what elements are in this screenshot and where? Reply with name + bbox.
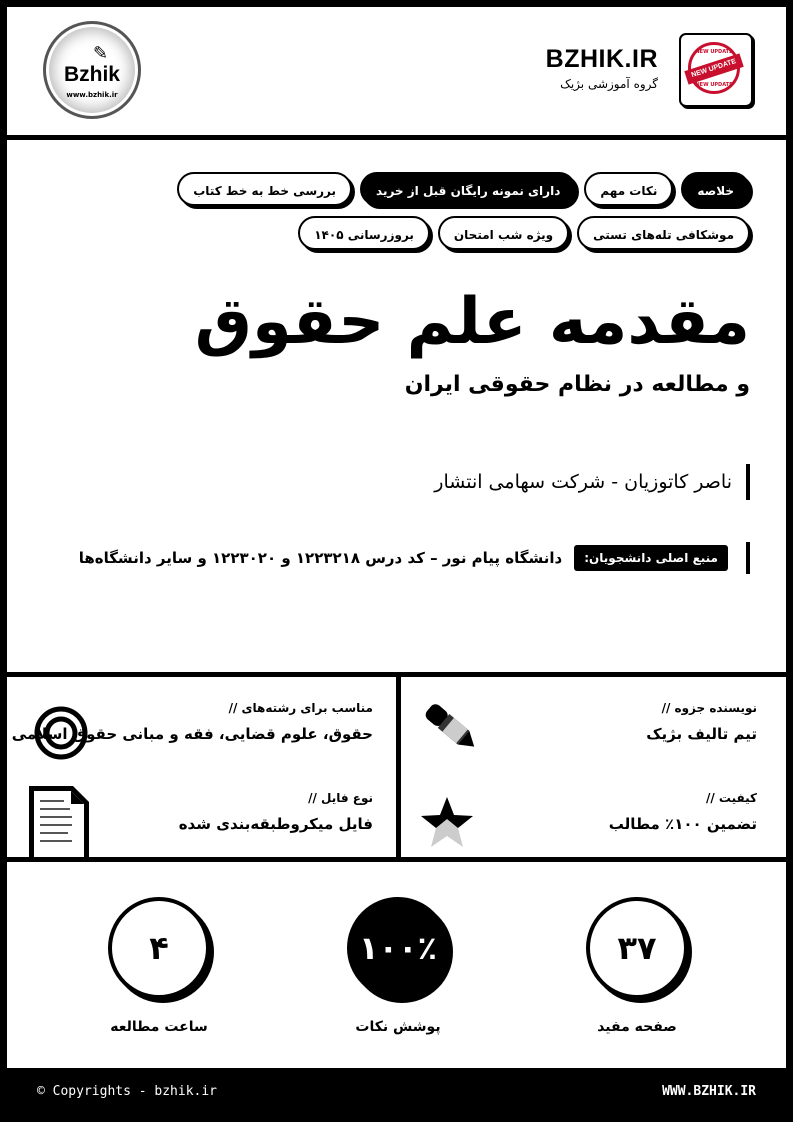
info-quality-value: تضمین ۱۰۰٪ مطالب (608, 815, 757, 833)
stamp-bottom-text: NEW UPDATE (695, 82, 733, 88)
main-section (7, 140, 786, 672)
info-cell-fields (11, 677, 373, 767)
feature-tags (150, 172, 750, 250)
info-quality-label: کیفیت // (705, 791, 757, 805)
book-author (434, 464, 750, 500)
info-author-value: تیم تالیف بژیک (646, 725, 757, 743)
info-cell-filetype (43, 767, 373, 857)
stamp-ribbon: NEW UPDATE (684, 53, 743, 84)
pen-icon: ✎ (93, 43, 109, 64)
stat-coverage-caption: پوشش نکات (355, 1019, 441, 1035)
brand-title: BZHIK.IR (545, 45, 658, 73)
info-author-label: نویسنده جزوه // (661, 701, 757, 715)
stat-hours (104, 897, 214, 1035)
tag-free-sample: دارای نمونه رایگان قبل از خرید (360, 172, 576, 206)
logo-text: Bzhik (63, 63, 120, 86)
footer-copyright: © Copyrights - bzhik.ir (37, 1084, 218, 1099)
logo-url: www.bzhik.ir (66, 91, 118, 99)
tag-line-by-line: بررسی خط به خط کتاب (177, 172, 352, 206)
subtitle: و مطالعه در نظام حقوقی ایران (404, 372, 750, 397)
info-fields-label: مناسب برای رشته‌های // (228, 701, 373, 715)
new-update-stamp-icon (688, 42, 740, 94)
info-cell-author (417, 677, 757, 767)
book-author-text: ناصر کاتوزیان - شرکت سهامی انتشار (434, 471, 732, 493)
stat-coverage-value: ۱۰۰٪ (347, 897, 449, 999)
stat-pages (582, 897, 692, 1035)
footer (7, 1068, 786, 1115)
source-label: منبع اصلی دانشجویان: (574, 545, 728, 571)
stat-pages-value: ۳۷ (586, 897, 688, 999)
tag-exam-night: ویژه شب امتحان (438, 216, 569, 250)
source-text: دانشگاه پیام نور – کد درس ۱۲۲۳۲۱۸ و ۱۲۲۳۰۲۰ و سایر دانشگاه‌ها (78, 549, 563, 567)
stat-hours-value: ۴ (108, 897, 210, 999)
brand-subtitle: گروه آموزشی بژیک (560, 77, 658, 91)
stat-pages-caption: صفحه مفید (597, 1019, 677, 1035)
tag-test-traps: موشکافی تله‌های تستی (577, 216, 750, 250)
source-line (79, 542, 750, 574)
footer-site-link[interactable]: WWW.BZHIK.IR (662, 1084, 756, 1099)
tag-summary: خلاصه (681, 172, 750, 206)
document-icon (25, 782, 93, 857)
info-grid (7, 672, 786, 862)
info-cell-quality (417, 767, 757, 857)
stat-hours-caption: ساعت مطالعه (110, 1019, 208, 1035)
bzhik-logo (43, 21, 141, 119)
info-fields-value: حقوق، علوم قضایی، فقه و مبانی حقوق اسلامی (11, 725, 373, 743)
stamp-top-text: NEW UPDATE (695, 49, 733, 55)
info-filetype-value: فایل میکروطبقه‌بندی شده (178, 815, 373, 833)
stat-coverage (343, 897, 453, 1035)
info-divider (396, 677, 401, 857)
header (7, 7, 786, 140)
tag-key-points: نکات مهم (584, 172, 673, 206)
star-icon (419, 795, 475, 851)
tag-update-1405: بروزرسانی ۱۴۰۵ (298, 216, 430, 250)
main-title: مقدمه علم حقوق (194, 285, 750, 359)
new-update-badge (679, 33, 753, 107)
pencil-icon (417, 697, 487, 759)
info-filetype-label: نوع فایل // (308, 791, 373, 805)
